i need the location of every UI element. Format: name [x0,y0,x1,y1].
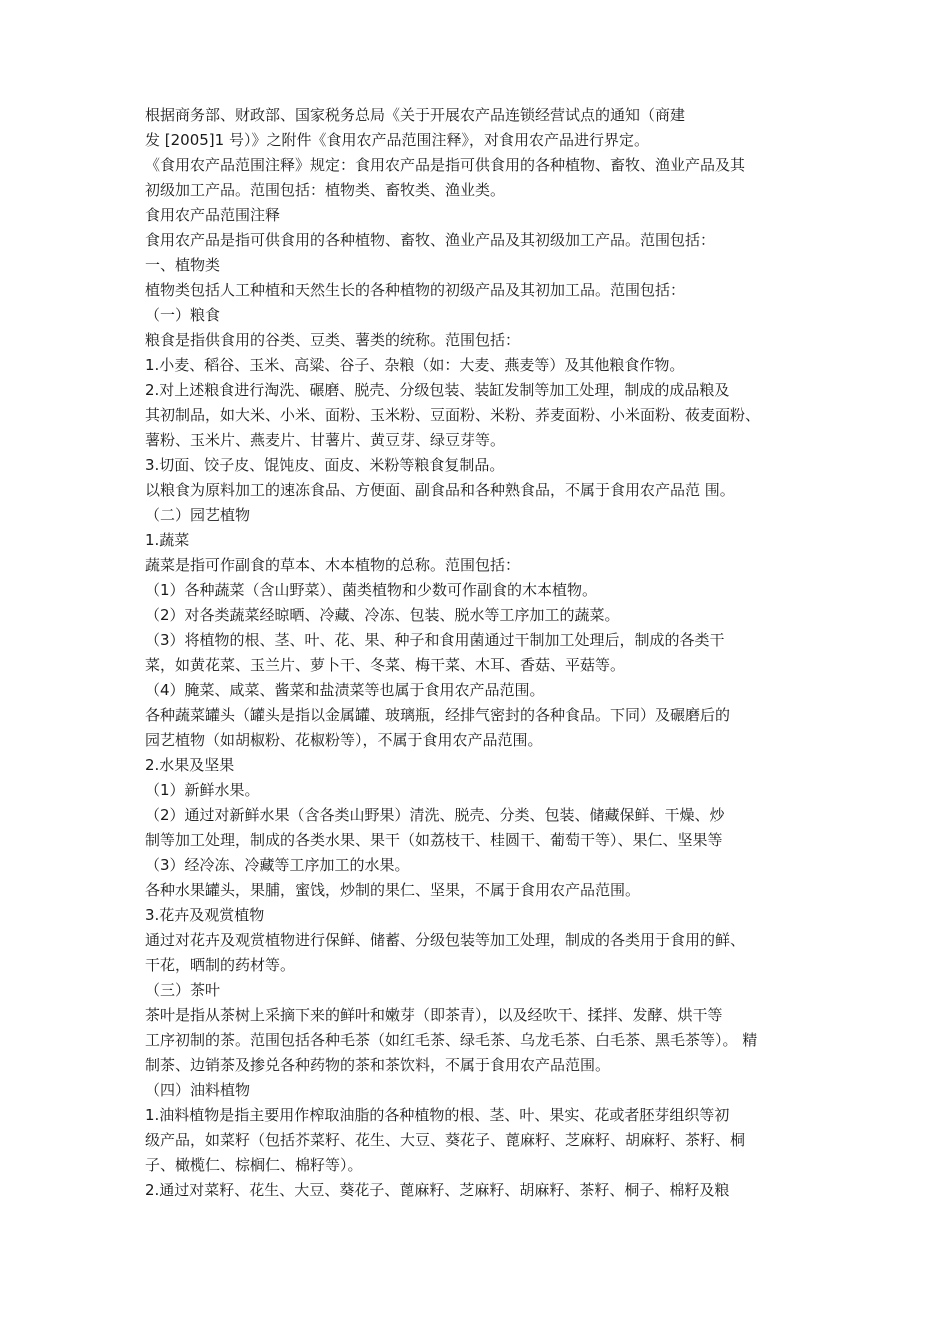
text-line: 蔬菜是指可作副食的草本、木本植物的总称。范围包括： [145,556,521,574]
text-line: 级产品，如菜籽（包括芥菜籽、花生、大豆、葵花子、蓖麻籽、芝麻籽、胡麻籽、茶籽、桐 [145,1131,746,1149]
text-line: 薯粉、玉米片、燕麦片、甘薯片、黄豆芽、绿豆芽等。 [145,431,506,449]
text-line: 制茶、边销茶及掺兑各种药物的茶和茶饮料，不属于食用农产品范围。 [145,1056,611,1074]
text-line: （2）对各类蔬菜经晾晒、冷藏、冷冻、包装、脱水等工序加工的蔬菜。 [145,606,620,624]
text-line: （2）通过对新鲜水果（含各类山野果）清洗、脱壳、分类、包装、储藏保鲜、干燥、炒 [145,806,725,824]
text-line: 粮食是指供食用的谷类、豆类、薯类的统称。范围包括： [145,331,521,349]
text-line: 各种水果罐头，果脯，蜜饯，炒制的果仁、坚果，不属于食用农产品范围。 [145,881,641,899]
text-line: 1.油料植物是指主要用作榨取油脂的各种植物的根、茎、叶、果实、花或者胚芽组织等初 [145,1106,730,1124]
section-heading: （一）粮食 [145,306,221,324]
text-line: 2.通过对菜籽、花生、大豆、葵花子、蓖麻籽、芝麻籽、胡麻籽、茶籽、桐子、棉籽及粮 [145,1181,730,1199]
text-line: 3.切面、饺子皮、馄饨皮、面皮、米粉等粮食复制品。 [145,456,505,474]
text-line: （1）各种蔬菜（含山野菜）、菌类植物和少数可作副食的木本植物。 [145,581,598,599]
text-line: 菜，如黄花菜、玉兰片、萝卜干、冬菜、梅干菜、木耳、香菇、平菇等。 [145,656,626,674]
text-line: （4）腌菜、咸菜、酱菜和盐渍菜等也属于食用农产品范围。 [145,681,545,699]
section-heading: （四）油料植物 [145,1081,251,1099]
section-heading: 食用农产品范围注释 [145,206,281,224]
text-line: 干花，晒制的药材等。 [145,956,296,974]
text-line: （3）将植物的根、茎、叶、花、果、种子和食用菌通过干制加工处理后，制成的各类干 [145,631,725,649]
text-line: 植物类包括人工种植和天然生长的各种植物的初级产品及其初加工品。范围包括： [145,281,686,299]
text-line: 食用农产品是指可供食用的各种植物、畜牧、渔业产品及其初级加工产品。范围包括： [145,231,716,249]
text-line: 1.小麦、稻谷、玉米、高粱、谷子、杂粮（如：大麦、燕麦等）及其他粮食作物。 [145,356,685,374]
text-line: 《食用农产品范围注释》规定：食用农产品是指可供食用的各种植物、畜牧、渔业产品及其 [145,156,746,174]
section-heading: 3.花卉及观赏植物 [145,906,265,924]
section-heading: 2.水果及坚果 [145,756,235,774]
text-line: 茶叶是指从茶树上采摘下来的鲜叶和嫩芽（即茶青），以及经吹干、揉拌、发酵、烘干等 [145,1006,723,1024]
text-line: 子、橄榄仁、棕榈仁、棉籽等）。 [145,1156,363,1174]
section-heading: （二）园艺植物 [145,506,251,524]
text-line: 初级加工产品。范围包括：植物类、畜牧类、渔业类。 [145,181,506,199]
text-line: 园艺植物（如胡椒粉、花椒粉等），不属于食用农产品范围。 [145,731,543,749]
text-line: 其初制品，如大米、小米、面粉、玉米粉、豆面粉、米粉、荞麦面粉、小米面粉、莜麦面粉、 [145,406,761,424]
section-heading: （三）茶叶 [145,981,221,999]
text-line: 通过对花卉及观赏植物进行保鲜、储蓄、分级包装等加工处理，制成的各类用于食用的鲜、 [145,931,746,949]
text-line: 根据商务部、财政部、国家税务总局《关于开展农产品连锁经营试点的通知（商建 [145,106,686,124]
document-page [145,103,825,1203]
text-line: 发 [2005]1 号）》之附件《食用农产品范围注释》，对食用农产品进行界定。 [145,131,649,149]
text-line: 制等加工处理，制成的各类水果、果干（如荔枝干、桂圆干、葡萄干等）、果仁、坚果等 [145,831,723,849]
text-line: 2.对上述粮食进行淘洗、碾磨、脱壳、分级包装、装缸发制等加工处理，制成的成品粮及 [145,381,730,399]
text-line: （1）新鲜水果。 [145,781,260,799]
section-heading: 一、植物类 [145,256,221,274]
text-line: （3）经冷冻、冷藏等工序加工的水果。 [145,856,410,874]
text-line: 各种蔬菜罐头（罐头是指以金属罐、玻璃瓶，经排气密封的各种食品。下同）及碾磨后的 [145,706,731,724]
section-heading: 1.蔬菜 [145,531,190,549]
text-line: 以粮食为原料加工的速冻食品、方便面、副食品和各种熟食品，不属于食用农产品范 围。 [145,481,735,499]
text-line: 工序初制的茶。范围包括各种毛茶（如红毛茶、绿毛茶、乌龙毛茶、白毛茶、黑毛茶等）。 精 [145,1031,758,1049]
